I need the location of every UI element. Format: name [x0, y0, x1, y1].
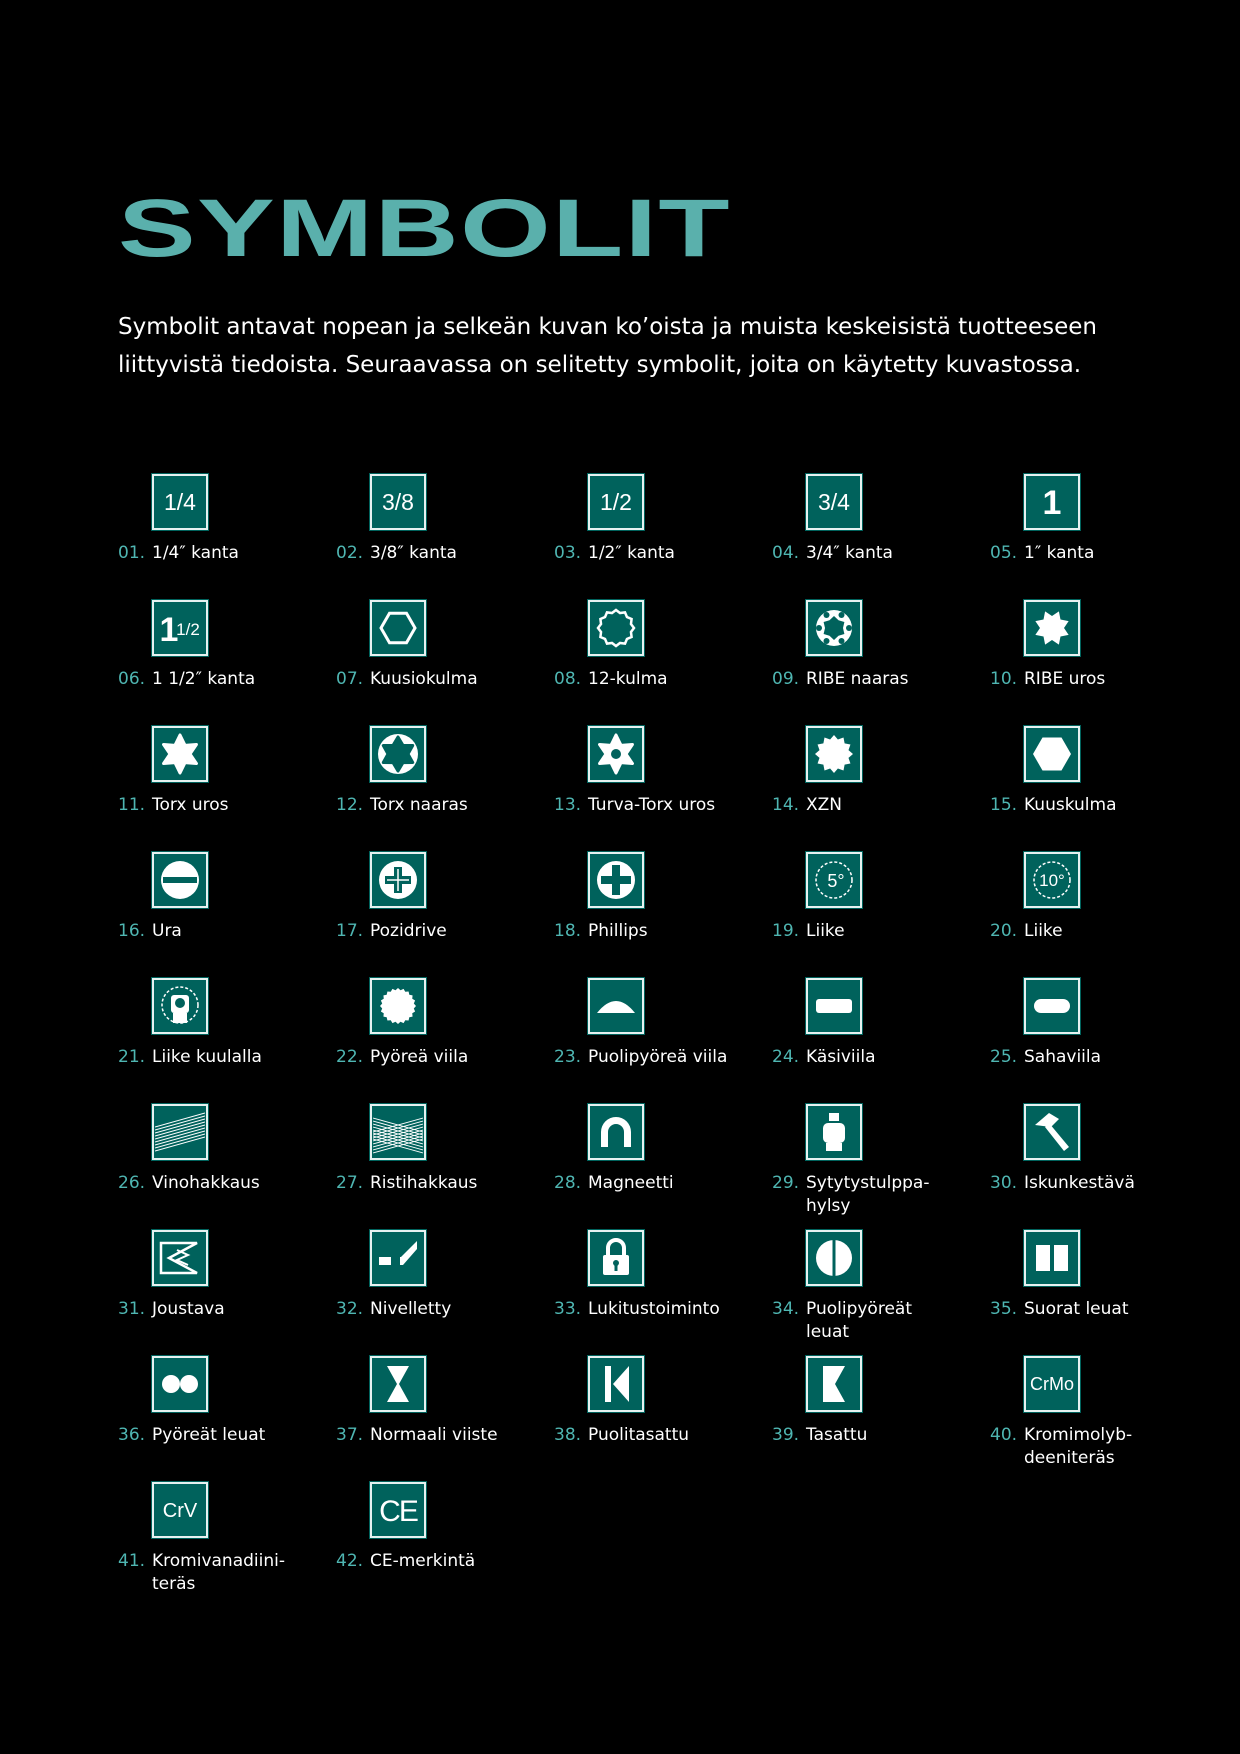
symbol-item — [554, 1104, 764, 1214]
symbol-tile — [1024, 1230, 1080, 1286]
symbol-tile — [588, 474, 644, 530]
symbol-tile — [588, 726, 644, 782]
symbol-label: 1 1/2″ kanta — [152, 669, 256, 689]
symbol-tile — [152, 1230, 208, 1286]
svg-text:1/2: 1/2 — [600, 489, 632, 515]
symbol-caption — [990, 920, 1205, 943]
symbol-label: Liike kuulalla — [152, 1047, 262, 1067]
symbol-caption — [336, 668, 551, 691]
symbol-caption — [118, 1298, 333, 1321]
symbol-tile — [1024, 1104, 1080, 1160]
symbol-label: XZN — [806, 795, 843, 815]
symbol-tile — [152, 600, 208, 656]
symbol-item — [336, 978, 546, 1088]
svg-text:CE: CE — [379, 1495, 417, 1528]
symbol-number: 04. — [772, 543, 800, 563]
symbol-label: Pozidrive — [370, 921, 447, 941]
lock-icon — [591, 1233, 641, 1283]
symbol-item — [554, 978, 764, 1088]
symbol-caption — [336, 542, 551, 565]
symbol-caption — [118, 1046, 333, 1069]
symbol-item — [118, 1104, 328, 1214]
symbol-caption — [118, 542, 333, 565]
symbol-label: Kromimolyb- deeniteräs — [1024, 1425, 1133, 1468]
symbol-caption — [336, 1046, 551, 1069]
symbol-tile — [370, 726, 426, 782]
symbol-label: Käsiviila — [806, 1047, 876, 1067]
symbol-caption — [554, 542, 769, 565]
symbol-caption — [118, 1424, 333, 1447]
symbol-item — [336, 600, 546, 710]
symbol-number: 11. — [118, 795, 146, 815]
symbol-label: Liike — [806, 921, 845, 941]
symbol-tile — [588, 852, 644, 908]
symbol-caption — [772, 1298, 987, 1344]
spark-plug-icon — [809, 1107, 859, 1157]
symbol-caption — [554, 1424, 769, 1447]
symbol-caption — [554, 1046, 769, 1069]
symbol-number: 10. — [990, 669, 1018, 689]
symbol-tile — [806, 852, 862, 908]
symbol-tile — [588, 978, 644, 1034]
symbol-caption — [990, 1298, 1205, 1321]
symbol-label: Kromivanadiini- teräs — [152, 1551, 285, 1594]
symbol-caption — [990, 668, 1205, 691]
symbol-number: 12. — [336, 795, 364, 815]
symbol-item — [554, 1230, 764, 1340]
symbol-caption — [772, 1424, 987, 1447]
symbol-number: 15. — [990, 795, 1018, 815]
symbol-label: Pyöreät leuat — [152, 1425, 266, 1445]
symbol-number: 31. — [118, 1299, 146, 1319]
symbol-item — [772, 474, 982, 584]
symbol-item — [772, 852, 982, 962]
symbol-label: Liike — [1024, 921, 1063, 941]
symbol-number: 32. — [336, 1299, 364, 1319]
symbol-label: Tasattu — [806, 1425, 868, 1445]
symbol-item — [990, 726, 1200, 836]
symbol-number: 17. — [336, 921, 364, 941]
symbol-caption — [772, 920, 987, 943]
symbol-number: 01. — [118, 543, 146, 563]
symbol-caption — [336, 1172, 551, 1195]
symbol-label: Kuusiokulma — [370, 669, 478, 689]
symbol-number: 25. — [990, 1047, 1018, 1067]
symbol-item — [118, 1482, 328, 1592]
symbol-item — [772, 1230, 982, 1340]
drive-1-2-icon — [591, 477, 641, 527]
symbol-number: 05. — [990, 543, 1018, 563]
symbol-number: 41. — [118, 1551, 146, 1571]
ribe-female-icon — [809, 603, 859, 653]
symbol-label: Lukitustoiminto — [588, 1299, 720, 1319]
symbol-tile — [588, 600, 644, 656]
symbol-caption — [554, 920, 769, 943]
symbol-number: 09. — [772, 669, 800, 689]
round-file-icon — [373, 981, 423, 1031]
magnet-icon — [591, 1107, 641, 1157]
swing-10-icon — [1027, 855, 1077, 905]
drive-3-4-icon — [809, 477, 859, 527]
symbol-item — [118, 852, 328, 962]
slotted-icon — [155, 855, 205, 905]
symbol-item — [336, 1482, 546, 1592]
symbol-label: RIBE uros — [1024, 669, 1106, 689]
ball-swivel-icon — [155, 981, 205, 1031]
symbol-item — [554, 852, 764, 962]
symbol-number: 22. — [336, 1047, 364, 1067]
symbol-item — [118, 1356, 328, 1466]
svg-text:3/4: 3/4 — [818, 489, 850, 515]
symbol-label: Torx uros — [152, 795, 229, 815]
drive-1-icon — [1027, 477, 1077, 527]
symbol-label: RIBE naaras — [806, 669, 909, 689]
symbol-number: 37. — [336, 1425, 364, 1445]
symbol-tile — [806, 600, 862, 656]
flush-icon — [809, 1359, 859, 1409]
symbol-tile — [1024, 600, 1080, 656]
svg-text:1/4: 1/4 — [164, 489, 196, 515]
symbol-tile — [152, 1104, 208, 1160]
symbol-tile — [588, 1356, 644, 1412]
double-cut-icon — [373, 1107, 423, 1157]
twelve-point-icon — [591, 603, 641, 653]
symbol-label: Puolipyöreä viila — [588, 1047, 728, 1067]
symbol-caption — [990, 1046, 1205, 1069]
symbol-caption — [336, 1550, 551, 1573]
intro-text: Symbolit antavat nopean ja selkeän kuvan ko’oista ja muista keskeisistä tuotteeseen liittyvistä tiedoista. Seuraavassa on selitetty symbolit, joita on käytetty kuvastossa. — [118, 314, 1097, 378]
symbol-caption — [336, 920, 551, 943]
symbol-number: 02. — [336, 543, 364, 563]
symbol-label: Nivelletty — [370, 1299, 452, 1319]
symbol-label: Normaali viiste — [370, 1425, 498, 1445]
symbol-label: Puolitasattu — [588, 1425, 690, 1445]
symbol-tile — [806, 1104, 862, 1160]
hex-socket-icon — [373, 603, 423, 653]
security-torx-icon — [591, 729, 641, 779]
xzn-icon — [809, 729, 859, 779]
symbol-number: 08. — [554, 669, 582, 689]
symbol-item — [990, 474, 1200, 584]
swing-5-icon — [809, 855, 859, 905]
symbol-item — [772, 978, 982, 1088]
symbol-label: Iskunkestävä — [1024, 1173, 1135, 1193]
symbol-tile — [806, 1356, 862, 1412]
symbol-label: Puolipyöreät leuat — [806, 1299, 912, 1342]
symbol-item — [118, 1230, 328, 1340]
symbol-item — [336, 1230, 546, 1340]
symbol-item — [118, 474, 328, 584]
svg-text:CrV: CrV — [162, 1500, 198, 1522]
symbol-number: 23. — [554, 1047, 582, 1067]
flexible-icon — [155, 1233, 205, 1283]
symbol-item — [772, 1104, 982, 1214]
half-round-jaws-icon — [809, 1233, 859, 1283]
symbol-caption — [336, 794, 551, 817]
symbol-tile — [370, 474, 426, 530]
symbol-number: 42. — [336, 1551, 364, 1571]
symbol-label: 3/4″ kanta — [806, 543, 893, 563]
symbol-caption — [118, 794, 333, 817]
symbol-label: Turva-Torx uros — [588, 795, 716, 815]
symbol-caption — [772, 1172, 987, 1218]
symbol-caption — [554, 1172, 769, 1195]
symbol-tile — [806, 474, 862, 530]
symbol-label: CE-merkintä — [370, 1551, 476, 1571]
symbol-item — [118, 978, 328, 1088]
symbol-caption — [990, 1424, 1205, 1470]
symbol-label: 12-kulma — [588, 669, 668, 689]
hand-file-icon — [809, 981, 859, 1031]
symbol-tile — [1024, 474, 1080, 530]
symbol-item — [554, 600, 764, 710]
symbol-number: 07. — [336, 669, 364, 689]
symbol-tile — [370, 1230, 426, 1286]
drive-1-1-2-icon — [155, 603, 205, 653]
svg-text:1: 1 — [1042, 484, 1062, 522]
symbol-tile — [370, 1104, 426, 1160]
symbol-item — [336, 852, 546, 962]
single-cut-icon — [155, 1107, 205, 1157]
symbol-caption — [118, 1550, 333, 1596]
page-title: SYMBOLIT — [118, 183, 731, 274]
symbol-number: 38. — [554, 1425, 582, 1445]
symbol-number: 30. — [990, 1173, 1018, 1193]
symbol-tile — [152, 474, 208, 530]
symbol-label: Sytytystulppa- hylsy — [806, 1173, 930, 1216]
symbol-caption — [336, 1424, 551, 1447]
symbol-label: 3/8″ kanta — [370, 543, 457, 563]
symbol-number: 39. — [772, 1425, 800, 1445]
symbol-item — [554, 474, 764, 584]
symbol-tile — [152, 1482, 208, 1538]
symbol-caption — [990, 794, 1205, 817]
torx-female-icon — [373, 729, 423, 779]
svg-text:1/2: 1/2 — [176, 620, 200, 639]
symbol-item — [336, 474, 546, 584]
symbol-item — [990, 978, 1200, 1088]
svg-text:10°: 10° — [1039, 871, 1065, 890]
symbol-tile — [806, 726, 862, 782]
symbol-tile — [370, 852, 426, 908]
symbol-item — [772, 726, 982, 836]
symbol-number: 33. — [554, 1299, 582, 1319]
symbol-label: Suorat leuat — [1024, 1299, 1129, 1319]
symbol-number: 28. — [554, 1173, 582, 1193]
drive-1-4-icon — [155, 477, 205, 527]
symbol-caption — [990, 1172, 1205, 1195]
symbol-number: 13. — [554, 795, 582, 815]
svg-text:CrMo: CrMo — [1030, 1374, 1074, 1394]
svg-text:5°: 5° — [827, 871, 845, 891]
symbol-label: 1/2″ kanta — [588, 543, 675, 563]
symbol-caption — [554, 794, 769, 817]
symbol-label: Ristihakkaus — [370, 1173, 478, 1193]
symbol-caption — [336, 1298, 551, 1321]
hexagon-icon — [1027, 729, 1077, 779]
symbol-tile — [1024, 726, 1080, 782]
symbol-label: Pyöreä viila — [370, 1047, 469, 1067]
symbol-label: Vinohakkaus — [152, 1173, 260, 1193]
symbol-item — [990, 1230, 1200, 1340]
symbol-tile — [152, 852, 208, 908]
symbol-label: Ura — [152, 921, 182, 941]
symbol-number: 35. — [990, 1299, 1018, 1319]
symbol-tile — [152, 726, 208, 782]
symbol-number: 20. — [990, 921, 1018, 941]
symbol-tile — [1024, 852, 1080, 908]
symbol-number: 21. — [118, 1047, 146, 1067]
symbol-grid — [118, 474, 1218, 1614]
symbol-item — [336, 1356, 546, 1466]
symbol-number: 16. — [118, 921, 146, 941]
symbol-caption — [772, 542, 987, 565]
symbol-tile — [370, 1356, 426, 1412]
hammer-icon — [1027, 1107, 1077, 1157]
symbol-number: 34. — [772, 1299, 800, 1319]
symbol-item — [118, 600, 328, 710]
symbol-tile — [806, 1230, 862, 1286]
symbol-caption — [772, 668, 987, 691]
symbol-tile — [806, 978, 862, 1034]
half-round-file-icon — [591, 981, 641, 1031]
symbol-label: Joustava — [152, 1299, 225, 1319]
symbol-caption — [118, 668, 333, 691]
symbol-number: 18. — [554, 921, 582, 941]
symbol-label: 1″ kanta — [1024, 543, 1095, 563]
symbol-tile — [370, 978, 426, 1034]
svg-text:3/8: 3/8 — [382, 489, 414, 515]
crmo-icon — [1027, 1359, 1077, 1409]
symbol-caption — [990, 542, 1205, 565]
symbol-number: 26. — [118, 1173, 146, 1193]
symbol-label: Magneetti — [588, 1173, 674, 1193]
symbol-item — [336, 1104, 546, 1214]
symbol-number: 14. — [772, 795, 800, 815]
symbol-number: 19. — [772, 921, 800, 941]
crv-icon — [155, 1485, 205, 1535]
symbol-item — [772, 1356, 982, 1466]
pozidrive-icon — [373, 855, 423, 905]
phillips-icon — [591, 855, 641, 905]
symbol-tile — [370, 600, 426, 656]
symbol-item — [118, 726, 328, 836]
symbol-item — [990, 1104, 1200, 1214]
articulated-icon — [373, 1233, 423, 1283]
round-jaws-icon — [155, 1359, 205, 1409]
symbol-label: 1/4″ kanta — [152, 543, 239, 563]
symbol-item — [336, 726, 546, 836]
symbol-tile — [1024, 978, 1080, 1034]
symbol-number: 36. — [118, 1425, 146, 1445]
symbol-caption — [118, 920, 333, 943]
ribe-male-icon — [1027, 603, 1077, 653]
normal-bevel-icon — [373, 1359, 423, 1409]
saw-file-icon — [1027, 981, 1077, 1031]
ce-mark-icon — [373, 1485, 423, 1535]
symbol-label: Sahaviila — [1024, 1047, 1102, 1067]
symbol-number: 40. — [990, 1425, 1018, 1445]
symbol-caption — [554, 1298, 769, 1321]
symbol-tile — [152, 978, 208, 1034]
symbol-number: 27. — [336, 1173, 364, 1193]
symbol-tile — [152, 1356, 208, 1412]
symbol-item — [990, 600, 1200, 710]
symbol-caption — [772, 794, 987, 817]
symbol-label: Torx naaras — [370, 795, 468, 815]
semi-flush-icon — [591, 1359, 641, 1409]
symbol-caption — [772, 1046, 987, 1069]
symbol-item — [990, 852, 1200, 962]
symbol-number: 06. — [118, 669, 146, 689]
symbol-tile — [588, 1104, 644, 1160]
svg-text:1: 1 — [159, 611, 179, 649]
symbol-item — [554, 726, 764, 836]
symbol-tile — [588, 1230, 644, 1286]
symbol-item — [990, 1356, 1200, 1466]
symbol-tile — [370, 1482, 426, 1538]
symbol-caption — [554, 668, 769, 691]
symbol-item — [772, 600, 982, 710]
symbol-number: 03. — [554, 543, 582, 563]
symbol-label: Phillips — [588, 921, 648, 941]
symbol-label: Kuuskulma — [1024, 795, 1117, 815]
symbol-number: 29. — [772, 1173, 800, 1193]
symbol-tile — [1024, 1356, 1080, 1412]
symbol-item — [554, 1356, 764, 1466]
symbol-caption — [118, 1172, 333, 1195]
drive-3-8-icon — [373, 477, 423, 527]
straight-jaws-icon — [1027, 1233, 1077, 1283]
symbol-number: 24. — [772, 1047, 800, 1067]
torx-male-icon — [155, 729, 205, 779]
